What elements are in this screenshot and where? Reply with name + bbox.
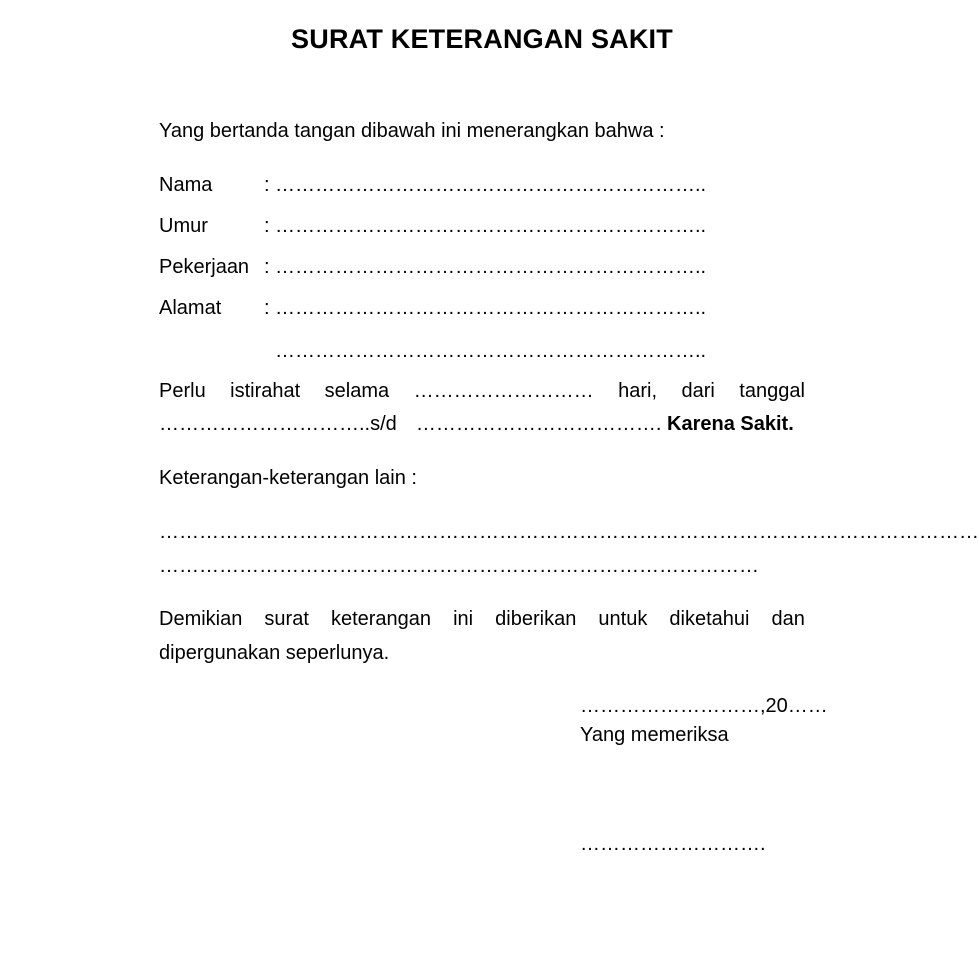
notes-label: Keterangan-keterangan lain : — [159, 467, 417, 489]
field-blank-alamat-line2: ……………………………………………………….. — [275, 340, 707, 362]
rest-word: tanggal — [739, 380, 805, 402]
field-separator-pekerjaan: : — [264, 256, 270, 278]
field-label-nama: Nama — [159, 174, 213, 196]
rest-to-blank: ………………………………. — [415, 413, 662, 435]
signature-examiner-label: Yang memeriksa — [580, 724, 729, 746]
field-blank-alamat: ……………………………………………………….. — [275, 297, 707, 319]
document-title: SURAT KETERANGAN SAKIT — [291, 24, 673, 54]
closing-word: dan — [771, 608, 805, 630]
signature-name-blank: ………………………. — [580, 833, 766, 855]
field-blank-nama: ……………………………………………………….. — [275, 174, 707, 196]
notes-blank-line2: ……………………………………………………………………………… — [159, 555, 759, 577]
closing-word: surat — [264, 608, 309, 630]
rest-word: selama — [324, 380, 390, 402]
rest-paragraph-line1 — [159, 379, 805, 403]
rest-word: dari — [681, 380, 715, 402]
rest-word: Perlu — [159, 380, 206, 402]
field-separator-nama: : — [264, 174, 270, 196]
field-blank-pekerjaan: ……………………………………………………….. — [275, 256, 707, 278]
signature-place-date: ………………………,20…… — [580, 695, 828, 717]
closing-word: diketahui — [669, 608, 750, 630]
intro-text: Yang bertanda tangan dibawah ini menerangkan bahwa : — [159, 120, 665, 142]
closing-word: keterangan — [330, 608, 432, 630]
closing-line2: dipergunakan seperlunya. — [159, 642, 390, 664]
field-separator-alamat: : — [264, 297, 270, 319]
closing-word: ini — [453, 608, 474, 630]
notes-blank-line1: …………………………………………………………………………………………………………… — [159, 521, 979, 543]
field-label-umur: Umur — [159, 215, 208, 237]
closing-word: untuk — [598, 608, 648, 630]
field-label-alamat: Alamat — [159, 297, 222, 319]
rest-from-blank: …………………………..s/d — [159, 413, 397, 435]
rest-days-blank: ……………………… — [413, 380, 594, 402]
field-label-pekerjaan: Pekerjaan — [159, 256, 250, 278]
closing-word: Demikian — [159, 608, 243, 630]
rest-reason: Karena Sakit. — [667, 413, 794, 435]
closing-line1 — [159, 607, 805, 631]
rest-word: istirahat — [230, 380, 301, 402]
closing-word: diberikan — [495, 608, 577, 630]
rest-paragraph-line2 — [159, 412, 794, 436]
field-blank-umur: ……………………………………………………….. — [275, 215, 707, 237]
field-separator-umur: : — [264, 215, 270, 237]
rest-word: hari, — [618, 380, 657, 402]
